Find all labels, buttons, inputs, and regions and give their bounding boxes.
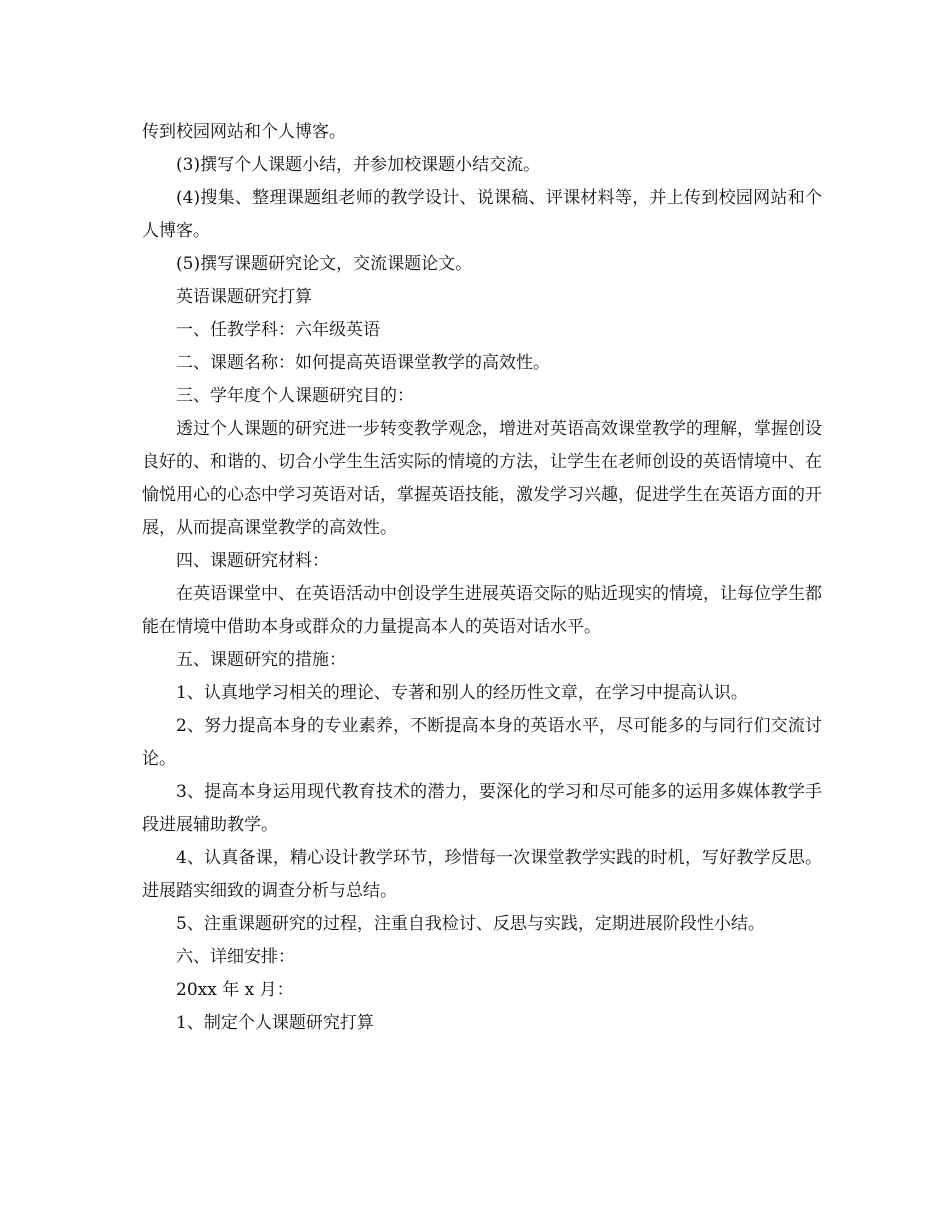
paragraph: 一、任教学科：六年级英语 [176, 320, 380, 340]
paragraph: 在英语课堂中、在英语活动中创设学生进展英语交际的贴近现实的情境，让每位学生都能在情境中借助本身或群众的力量提高本人的英语对话水平。 [142, 584, 822, 637]
list-item: 4、认真备课，精心设计教学环节，珍惜每一次课堂教学实践的时机，写好教学反思。进展踏实细致的调查分析与总结。 [142, 848, 822, 901]
paragraph: 透过个人课题的研究进一步转变教学观念，增进对英语高效课堂教学的理解，掌握创设良好的、和谐的、切合小学生生活实际的情境的方法，让学生在老师创设的英语情境中、在愉悦用心的心态中学习英语对话，掌握英语技能，激发学习兴趣，促进学生在英语方面的开展，从而提高课堂教学的高效性。 [142, 419, 822, 538]
document-body [142, 116, 822, 1040]
paragraph: 四、课题研究材料： [176, 551, 329, 571]
paragraph: 三、学年度个人课题研究目的： [176, 386, 414, 406]
paragraph: 五、课题研究的措施： [176, 650, 346, 670]
paragraph: 六、详细安排： [176, 947, 295, 967]
paragraph: 传到校园网站和个人博客。 [142, 122, 346, 142]
list-item: 5、注重课题研究的过程，注重自我检讨、反思与实践，定期进展阶段性小结。 [176, 914, 765, 934]
section-heading: 英语课题研究打算 [176, 287, 312, 307]
list-item: 1、认真地学习相关的理论、专著和别人的经历性文章，在学习中提高认识。 [176, 683, 748, 703]
paragraph: 二、课题名称：如何提高英语课堂教学的高效性。 [176, 353, 550, 373]
paragraph: (4)搜集、整理课题组老师的教学设计、说课稿、评课材料等，并上传到校园网站和个人博客。 [142, 188, 822, 241]
paragraph: (5)撰写课题研究论文，交流课题论文。 [176, 254, 473, 274]
paragraph: (3)撰写个人课题小结，并参加校课题小结交流。 [176, 155, 541, 175]
paragraph: 20xx 年 x 月： [176, 980, 294, 1000]
list-item: 1、制定个人课题研究打算 [176, 1013, 374, 1033]
list-item: 3、提高本身运用现代教育技术的潜力，要深化的学习和尽可能多的运用多媒体教学手段进展辅助教学。 [142, 782, 822, 835]
list-item: 2、努力提高本身的专业素养，不断提高本身的英语水平，尽可能多的与同行们交流讨论。 [142, 716, 822, 769]
